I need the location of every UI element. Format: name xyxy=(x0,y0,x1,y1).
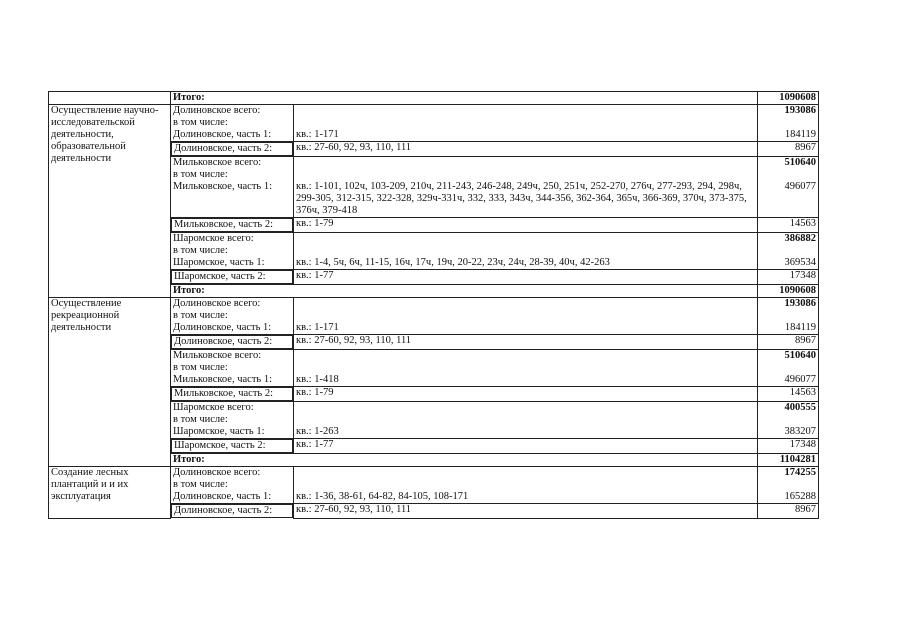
part-label: Шаромское, часть 2: xyxy=(171,439,293,453)
spacer xyxy=(296,414,755,426)
spacer xyxy=(296,157,755,169)
part-label: Долиновское, часть 2: xyxy=(171,142,293,156)
quarters-cell xyxy=(294,298,758,335)
part-label: Шаромское, часть 1: xyxy=(173,426,265,437)
category-cell: Осуществление рекреационной деятельности xyxy=(49,298,171,467)
group-total: 193086 xyxy=(784,105,817,116)
quarters-cell xyxy=(294,350,758,387)
group-subtitle: в том числе: xyxy=(173,414,228,425)
quarters-text: кв.: 1-4, 5ч, 6ч, 11-15, 16ч, 17ч, 19ч, 20-22, 23ч, 24ч, 28-39, 40ч, 42-263 xyxy=(296,257,610,268)
quarters-cell xyxy=(294,335,758,350)
total-row xyxy=(49,92,819,105)
total-value: 1104281 xyxy=(758,454,819,467)
value-cell xyxy=(758,218,819,233)
category-cell: Осуществление научно-исследовательской деятельности, образовательной деятельности xyxy=(49,105,171,298)
part-value: 14563 xyxy=(789,218,817,229)
spacer xyxy=(296,310,755,322)
part-label: Долиновское, часть 1: xyxy=(173,322,272,333)
group-label-cell xyxy=(171,402,294,439)
quarters-cell xyxy=(294,439,758,454)
quarters-text: кв.: 27-60, 92, 93, 110, 111 xyxy=(296,142,412,153)
quarters-text: кв.: 1-171 xyxy=(296,322,339,333)
part-value: 184119 xyxy=(784,129,817,140)
spacer xyxy=(296,350,755,362)
group-label-cell xyxy=(171,105,294,142)
group-name: Мильковское всего: xyxy=(173,157,262,168)
part-label: Мильковское, часть 1: xyxy=(173,374,272,385)
group-total: 174255 xyxy=(784,467,817,478)
forest-use-table xyxy=(48,91,819,519)
spacer xyxy=(760,479,816,491)
value-cell xyxy=(758,335,819,350)
quarters-cell xyxy=(294,157,758,218)
category-cell: Создание лесных плантаций и и их эксплуатация xyxy=(49,467,171,519)
quarters-text: кв.: 1-77 xyxy=(296,439,334,450)
quarters-text: кв.: 1-171 xyxy=(296,129,339,140)
part-label: Шаромское, часть 2: xyxy=(171,270,293,284)
part-label: Шаромское, часть 1: xyxy=(173,257,265,268)
quarters-text: кв.: 1-263 xyxy=(296,426,339,437)
group-name: Долиновское всего: xyxy=(173,467,261,478)
part-label: Мильковское, часть 2: xyxy=(171,218,293,232)
quarters-cell xyxy=(294,402,758,439)
part-value: 17348 xyxy=(789,270,817,281)
part-value: 8967 xyxy=(795,504,817,515)
spacer xyxy=(760,245,816,257)
group-name: Шаромское всего: xyxy=(173,233,254,244)
value-cell xyxy=(758,387,819,402)
value-cell xyxy=(758,270,819,285)
quarters-cell xyxy=(294,105,758,142)
group-total: 193086 xyxy=(784,298,817,309)
quarters-text: кв.: 27-60, 92, 93, 110, 111 xyxy=(296,335,412,346)
part-value: 496077 xyxy=(784,374,817,385)
spacer xyxy=(296,402,755,414)
part-value: 369534 xyxy=(784,257,817,268)
quarters-text: кв.: 27-60, 92, 93, 110, 111 xyxy=(296,504,412,515)
value-cell xyxy=(758,439,819,454)
part-value: 383207 xyxy=(784,426,817,437)
group-total: 510640 xyxy=(784,157,817,168)
group-subtitle: в том числе: xyxy=(173,362,228,373)
value-cell xyxy=(758,105,819,142)
part-value: 184119 xyxy=(784,322,817,333)
spacer xyxy=(760,117,816,129)
group-row xyxy=(49,298,819,335)
spacer xyxy=(296,467,755,479)
part-value: 8967 xyxy=(795,142,817,153)
part-value: 165288 xyxy=(784,491,817,502)
group-subtitle: в том числе: xyxy=(173,117,228,128)
group-subtitle: в том числе: xyxy=(173,479,228,490)
quarters-text: кв.: 1-418 xyxy=(296,374,339,385)
total-value: 1090608 xyxy=(758,285,819,298)
total-label: Итого: xyxy=(171,285,758,298)
spacer xyxy=(296,117,755,129)
quarters-text: кв.: 1-36, 38-61, 64-82, 84-105, 108-171 xyxy=(296,491,469,502)
value-cell xyxy=(758,298,819,335)
part-value: 8967 xyxy=(795,335,817,346)
spacer xyxy=(296,245,755,257)
quarters-cell xyxy=(294,233,758,270)
group-label-cell xyxy=(171,298,294,335)
value-cell xyxy=(758,504,819,519)
value-cell xyxy=(758,233,819,270)
spacer xyxy=(296,298,755,310)
part-label: Долиновское, часть 2: xyxy=(171,504,293,518)
spacer xyxy=(296,362,755,374)
group-name: Долиновское всего: xyxy=(173,105,261,116)
total-label: Итого: xyxy=(171,454,758,467)
quarters-cell xyxy=(294,270,758,285)
quarters-text: кв.: 1-101, 102ч, 103-209, 210ч, 211-243, 246-248, 249ч, 250, 251ч, 252-270, 276ч, 277-293, 294, 298ч, 299-305, 312-315, 322-328, 329ч-331ч, 332, 333, 343ч, 344-356, 362-364, 365ч, 366-369, 370ч, 373-375, 376ч, 379-418 xyxy=(296,181,747,216)
group-total: 386882 xyxy=(784,233,817,244)
group-subtitle: в том числе: xyxy=(173,310,228,321)
group-label-cell xyxy=(171,467,294,504)
spacer xyxy=(296,479,755,491)
part-label: Долиновское, часть 1: xyxy=(173,491,272,502)
spacer xyxy=(760,362,816,374)
quarters-cell xyxy=(294,387,758,402)
category-cell xyxy=(49,92,171,105)
part-value: 496077 xyxy=(784,181,817,192)
quarters-text: кв.: 1-79 xyxy=(296,387,334,398)
part-label: Мильковское, часть 1: xyxy=(173,181,272,192)
group-subtitle: в том числе: xyxy=(173,169,228,180)
group-name: Шаромское всего: xyxy=(173,402,254,413)
part-value: 14563 xyxy=(789,387,817,398)
value-cell xyxy=(758,350,819,387)
value-cell xyxy=(758,157,819,218)
quarters-text: кв.: 1-79 xyxy=(296,218,334,229)
spacer xyxy=(760,414,816,426)
value-cell xyxy=(758,467,819,504)
group-name: Долиновское всего: xyxy=(173,298,261,309)
quarters-cell xyxy=(294,467,758,504)
total-label: Итого: xyxy=(171,92,758,105)
part-label: Долиновское, часть 1: xyxy=(173,129,272,140)
quarters-cell xyxy=(294,218,758,233)
group-subtitle: в том числе: xyxy=(173,245,228,256)
table-body xyxy=(49,92,819,519)
quarters-text: кв.: 1-77 xyxy=(296,270,334,281)
group-total: 400555 xyxy=(784,402,817,413)
spacer xyxy=(296,105,755,117)
group-label-cell xyxy=(171,157,294,218)
group-total: 510640 xyxy=(784,350,817,361)
group-row xyxy=(49,105,819,142)
total-value: 1090608 xyxy=(758,92,819,105)
value-cell xyxy=(758,402,819,439)
group-row xyxy=(49,467,819,504)
spacer xyxy=(760,310,816,322)
part-label: Мильковское, часть 2: xyxy=(171,387,293,401)
group-label-cell xyxy=(171,350,294,387)
spacer xyxy=(296,169,755,181)
group-label-cell xyxy=(171,233,294,270)
part-value: 17348 xyxy=(789,439,817,450)
spacer xyxy=(296,233,755,245)
value-cell xyxy=(758,142,819,157)
quarters-cell xyxy=(294,142,758,157)
part-label: Долиновское, часть 2: xyxy=(171,335,293,349)
quarters-cell xyxy=(294,504,758,519)
group-name: Мильковское всего: xyxy=(173,350,262,361)
spacer xyxy=(760,169,816,181)
